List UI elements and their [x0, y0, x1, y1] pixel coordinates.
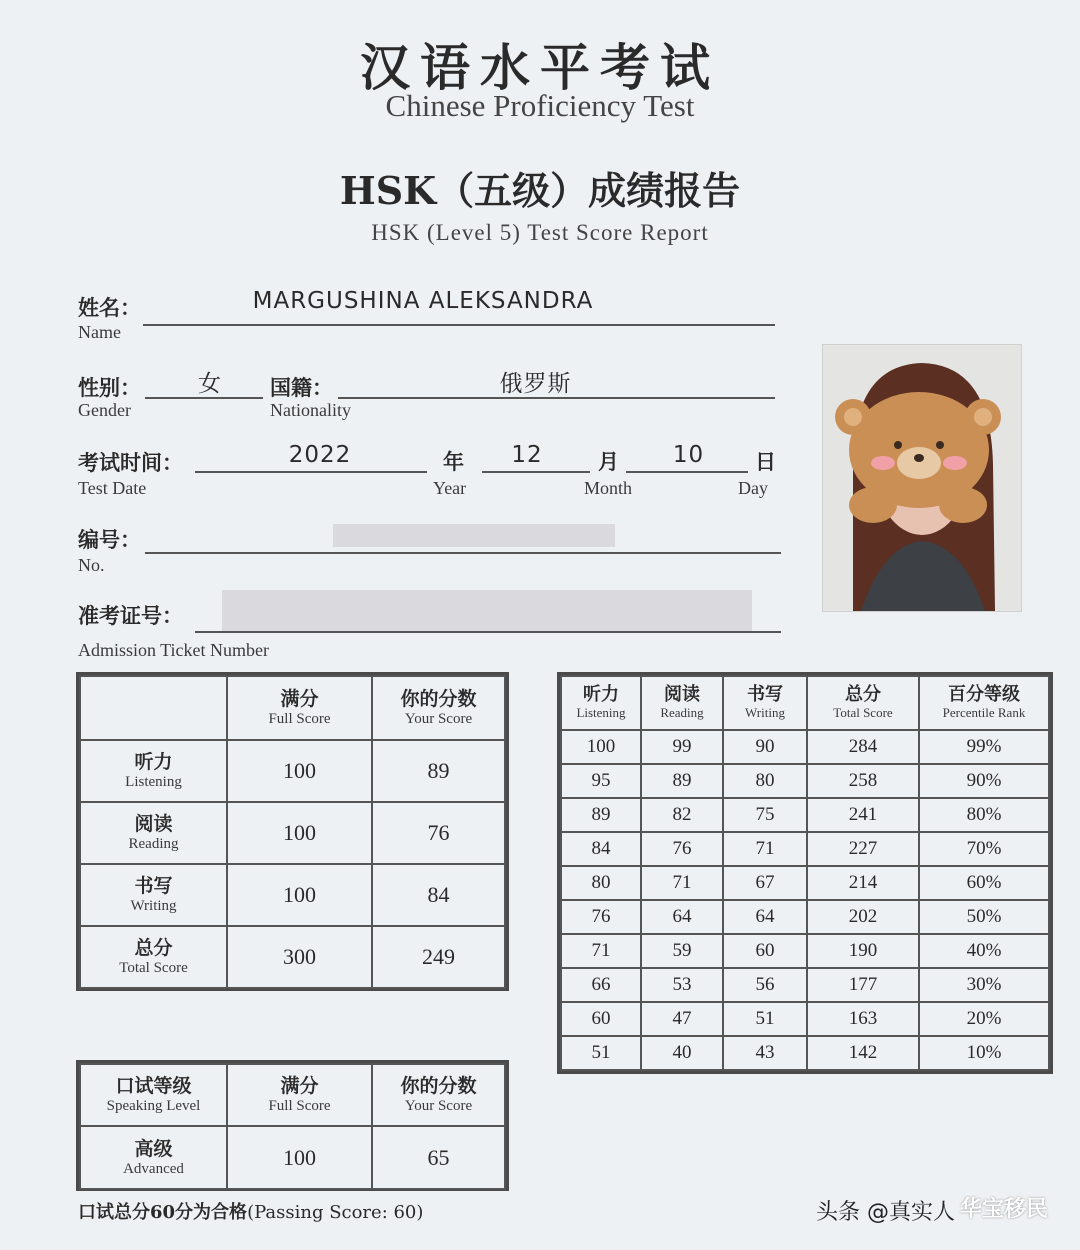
your-score-header: [372, 676, 505, 740]
percentile-cell: 177: [807, 968, 919, 1002]
table-row: [561, 730, 1049, 764]
ticket-redaction: [222, 590, 752, 631]
percentile-cell: 163: [807, 1002, 919, 1036]
percentile-header-reading: [641, 676, 723, 730]
percentile-cell: 284: [807, 730, 919, 764]
percentile-cell: 227: [807, 832, 919, 866]
speaking-level-cn: 高级: [134, 1137, 173, 1160]
report-title-en: Chinese Proficiency Test: [385, 88, 695, 123]
table-row: [561, 866, 1049, 900]
table-row: [561, 934, 1049, 968]
reading-full-score: 100: [227, 802, 372, 864]
name-value: MARGUSHINA ALEKSANDRA: [252, 288, 594, 314]
report-subtitle-cn: HSK（五级）成绩报告: [339, 168, 741, 213]
full-score-header-cn: 满分: [280, 688, 319, 710]
speaking-your-header: [372, 1064, 505, 1126]
name-label-cn: 姓名：: [78, 295, 141, 320]
percentile-cell: 60: [723, 934, 807, 968]
total-your-score: 249: [372, 926, 505, 988]
gender-label-cn: 性别：: [78, 375, 141, 400]
percentile-cell: 71: [723, 832, 807, 866]
header-en: Total Score: [833, 705, 893, 720]
percentile-cell: 82: [641, 798, 723, 832]
gender-label-en: Gender: [78, 400, 131, 420]
percentile-cell: 90%: [919, 764, 1049, 798]
percentile-cell: 51: [723, 1002, 807, 1036]
day-value: 10: [672, 442, 705, 468]
listening-label-en: Listening: [125, 774, 182, 790]
number-redaction: [333, 524, 615, 547]
table-row: [80, 926, 505, 988]
percentile-header-rank: [919, 676, 1049, 730]
percentile-cell: 51: [561, 1036, 641, 1070]
nationality-value: 俄罗斯: [499, 371, 572, 397]
report-title-cn: 汉语水平考试: [360, 38, 720, 97]
passing-note-cn: 口试总分60分为合格: [78, 1202, 248, 1223]
percentile-cell: 258: [807, 764, 919, 798]
percentile-cell: 80: [723, 764, 807, 798]
table-row: [561, 1036, 1049, 1070]
percentile-cell: 43: [723, 1036, 807, 1070]
month-label-cn: 月: [598, 449, 619, 474]
header-cn: 听力: [583, 684, 619, 705]
month-label-en: Month: [584, 478, 633, 498]
passing-note: [78, 1198, 423, 1224]
day-underline: [626, 471, 748, 473]
table-row: [80, 740, 505, 802]
percentile-cell: 47: [641, 1002, 723, 1036]
table-row: [561, 1002, 1049, 1036]
logo-watermark: 华宝移民: [960, 1196, 1049, 1222]
speaking-table: [76, 1060, 509, 1191]
percentile-cell: 70%: [919, 832, 1049, 866]
speaking-your-header-cn: 你的分数: [400, 1075, 477, 1097]
table-row: [561, 900, 1049, 934]
percentile-cell: 75: [723, 798, 807, 832]
full-score-header-en: Full Score: [268, 711, 331, 727]
table-row: [80, 802, 505, 864]
percentile-cell: 64: [723, 900, 807, 934]
number-underline: [145, 552, 781, 554]
percentile-cell: 80%: [919, 798, 1049, 832]
header-en: Reading: [660, 705, 704, 720]
total-full-score: 300: [227, 926, 372, 988]
writing-full-score: 100: [227, 864, 372, 926]
full-score-header: [227, 676, 372, 740]
reading-label-cn: 阅读: [134, 813, 173, 835]
percentile-header-writing: [723, 676, 807, 730]
your-score-header-en: Your Score: [404, 711, 473, 727]
percentile-cell: 60: [561, 1002, 641, 1036]
percentile-cell: 71: [561, 934, 641, 968]
percentile-cell: 99%: [919, 730, 1049, 764]
percentile-cell: 50%: [919, 900, 1049, 934]
ticket-label-cn: 准考证号：: [78, 603, 183, 628]
month-value: 12: [511, 442, 543, 468]
speaking-level-header-en: Speaking Level: [106, 1098, 201, 1114]
header-cn: 总分: [845, 684, 881, 705]
total-label-cn: 总分: [134, 937, 173, 959]
percentile-cell: 60%: [919, 866, 1049, 900]
speaking-your-header-en: Your Score: [404, 1098, 473, 1114]
day-label-en: Day: [738, 478, 768, 498]
percentile-cell: 202: [807, 900, 919, 934]
reading-label-en: Reading: [128, 836, 179, 852]
percentile-cell: 89: [561, 798, 641, 832]
percentile-cell: 241: [807, 798, 919, 832]
percentile-cell: 190: [807, 934, 919, 968]
table-row: [80, 864, 505, 926]
percentile-cell: 53: [641, 968, 723, 1002]
table-row: [561, 968, 1049, 1002]
listening-your-score: 89: [372, 740, 505, 802]
name-underline: [143, 324, 775, 326]
source-watermark: 头条 @真实人: [816, 1200, 955, 1225]
header-cn: 阅读: [664, 684, 700, 705]
score-table-corner: [80, 676, 227, 740]
percentile-cell: 76: [561, 900, 641, 934]
reading-your-score: 76: [372, 802, 505, 864]
total-label-en: Total Score: [119, 960, 188, 976]
table-row: [561, 832, 1049, 866]
percentile-cell: 71: [641, 866, 723, 900]
ticket-label-en: Admission Ticket Number: [78, 640, 270, 660]
percentile-table: [557, 672, 1053, 1074]
percentile-header-listening: [561, 676, 641, 730]
table-row: [561, 798, 1049, 832]
writing-label-en: Writing: [130, 898, 177, 914]
table-row: [561, 764, 1049, 798]
speaking-level-en: Advanced: [123, 1160, 184, 1177]
percentile-cell: 40: [641, 1036, 723, 1070]
day-label-cn: 日: [755, 449, 776, 474]
speaking-full-header: [227, 1064, 372, 1126]
percentile-cell: 10%: [919, 1036, 1049, 1070]
percentile-cell: 59: [641, 934, 723, 968]
header-cn: 书写: [747, 684, 783, 705]
percentile-cell: 20%: [919, 1002, 1049, 1036]
percentile-cell: 66: [561, 968, 641, 1002]
percentile-cell: 30%: [919, 968, 1049, 1002]
speaking-level-header-cn: 口试等级: [115, 1075, 192, 1097]
your-score-header-cn: 你的分数: [400, 688, 477, 710]
percentile-cell: 142: [807, 1036, 919, 1070]
percentile-cell: 64: [641, 900, 723, 934]
test-date-label-en: Test Date: [78, 478, 147, 498]
percentile-cell: 56: [723, 968, 807, 1002]
candidate-photo: [822, 344, 1022, 612]
year-label-en: Year: [433, 478, 467, 498]
speaking-your-score: 65: [372, 1126, 505, 1189]
percentile-cell: 89: [641, 764, 723, 798]
header-cn: 百分等级: [948, 684, 1020, 705]
speaking-full-header-cn: 满分: [280, 1075, 319, 1097]
percentile-cell: 99: [641, 730, 723, 764]
percentile-cell: 76: [641, 832, 723, 866]
percentile-header-total: [807, 676, 919, 730]
percentile-cell: 95: [561, 764, 641, 798]
listening-full-score: 100: [227, 740, 372, 802]
number-label-cn: 编号：: [78, 527, 141, 552]
year-label-cn: 年: [443, 449, 464, 474]
ticket-underline: [195, 631, 781, 633]
speaking-full-score: 100: [227, 1126, 372, 1189]
header-en: Listening: [576, 705, 626, 720]
header-en: Percentile Rank: [942, 705, 1026, 720]
percentile-cell: 100: [561, 730, 641, 764]
nationality-label-cn: 国籍：: [270, 375, 333, 400]
passing-note-en: (Passing Score: 60): [247, 1202, 424, 1223]
table-row: [80, 1126, 505, 1189]
number-label-en: No.: [78, 555, 105, 575]
header-en: Writing: [745, 705, 785, 720]
report-subtitle-en: HSK (Level 5) Test Score Report: [371, 220, 709, 245]
month-underline: [482, 471, 590, 473]
percentile-cell: 214: [807, 866, 919, 900]
gender-value: 女: [198, 371, 222, 397]
test-date-label-cn: 考试时间：: [78, 450, 183, 475]
percentile-cell: 90: [723, 730, 807, 764]
year-underline: [195, 471, 427, 473]
year-value: 2022: [288, 442, 352, 468]
percentile-cell: 80: [561, 866, 641, 900]
percentile-cell: 40%: [919, 934, 1049, 968]
percentile-cell: 67: [723, 866, 807, 900]
speaking-full-header-en: Full Score: [268, 1098, 331, 1114]
speaking-level-header: [80, 1064, 227, 1126]
score-table: [76, 672, 509, 991]
writing-your-score: 84: [372, 864, 505, 926]
percentile-cell: 84: [561, 832, 641, 866]
nationality-label-en: Nationality: [270, 400, 351, 420]
writing-label-cn: 书写: [134, 875, 173, 897]
name-label-en: Name: [78, 322, 121, 342]
listening-label-cn: 听力: [134, 751, 173, 773]
